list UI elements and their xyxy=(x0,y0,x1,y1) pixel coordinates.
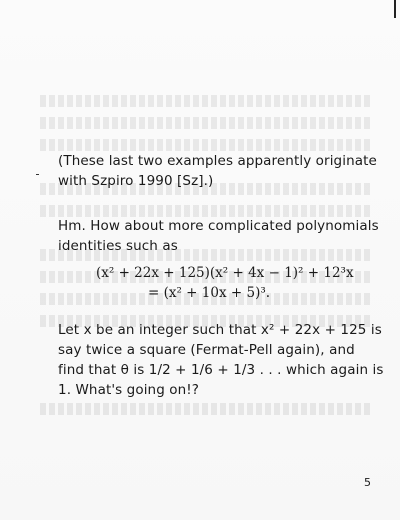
paragraph-question: Hm. How about more complicated polynomials identities such as xyxy=(58,218,379,254)
formula-line-1: (x² + 22x + 125)(x² + 4x − 1)² + 12³x xyxy=(96,265,354,281)
page-number: 5 xyxy=(364,476,371,489)
paragraph-discussion: Let x be an integer such that x² + 22x + 125 is say twice a square (Fermat-Pell again), and find that θ is 1/2 + 1/6 + 1/3 . . . which again is 1. What's going on!? xyxy=(58,322,384,398)
bleed-through-line xyxy=(40,403,370,415)
bleed-through-line xyxy=(40,139,370,151)
paragraph-citation: (These last two examples apparently originate with Szpiro 1990 [Sz].) xyxy=(58,153,377,189)
bleed-through-line xyxy=(40,117,370,129)
formula-line-2: = (x² + 10x + 5)³. xyxy=(148,285,271,301)
page-edge-mark xyxy=(394,0,396,18)
margin-mark xyxy=(36,174,39,175)
bleed-through-line xyxy=(40,95,370,107)
